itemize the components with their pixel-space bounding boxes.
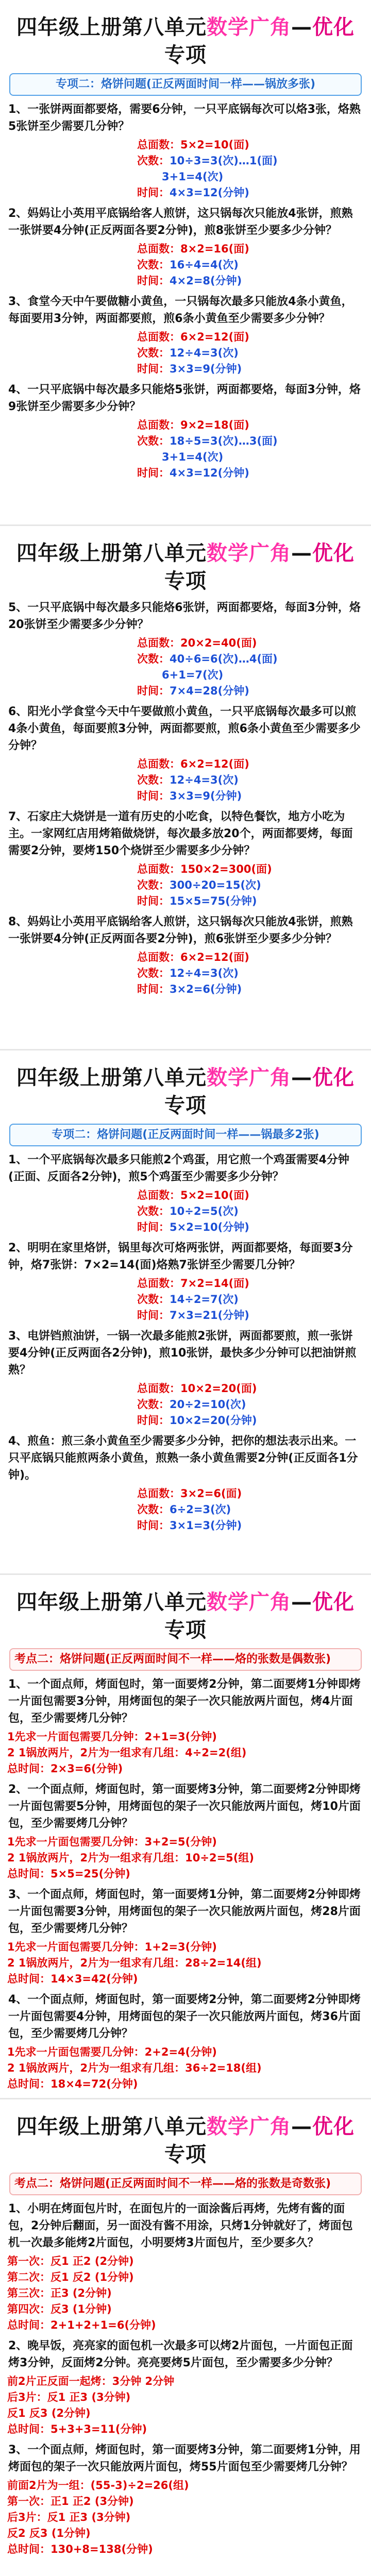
worksheet-page: [0, 2098, 371, 2576]
answer-label: 2 1锅放两片，2片为一组求有几组：: [7, 1852, 185, 1864]
title-highlight-2: 优化: [312, 1590, 355, 1614]
answer-label: 总时间：: [7, 2078, 50, 2090]
answer-label: 时间：: [137, 1414, 170, 1427]
answer-label: 总面数：: [137, 243, 180, 255]
title-suffix: 专项: [164, 1094, 207, 1117]
answer-label: 次数：: [137, 879, 170, 891]
answer-line: [7, 2405, 364, 2421]
answer-label: 次数：: [137, 1503, 170, 1516]
answer-line: [7, 2541, 364, 2557]
answer-value: 6×2=12(面): [180, 331, 249, 343]
answer-line: [7, 1219, 364, 1235]
section-subtitle: 专项二：烙饼问题(正反两面时间一样——锅放多张): [9, 73, 362, 96]
answer-line: [7, 2076, 364, 2092]
question-text: 1、一个面点师，烤面包时，第一面要烤2分钟，第二面要烤1分钟即烤一片面包需要3分钟，用烤面包的架子一次只能放两片面包，烤4片面包，至少需要烤几分钟？: [8, 1678, 361, 1725]
answer-label: 1先求一片面包需要几分钟：: [7, 2046, 145, 2058]
answer-label: 第四次：: [7, 2303, 50, 2315]
answer-line: [7, 153, 364, 169]
title-highlight-2: 优化: [312, 15, 355, 39]
answer-value: 3×3=9(分钟): [170, 363, 242, 375]
answer-value: 14×3=42(分钟): [50, 1973, 138, 1985]
answer-block: [7, 635, 364, 699]
answer-block: [7, 1939, 364, 1987]
question-text: 6、阳光小学食堂今天中午要做煎小黄鱼，一只平底锅每次最多可以煎4条小黄鱼，每面要煎3分钟，两面都要煎，煎6条小黄鱼至少需要多少分钟？: [8, 705, 361, 752]
answer-label: 总面数：: [137, 139, 180, 151]
answer-value: 20÷2=10(次): [170, 1398, 246, 1411]
answer-line: [7, 1308, 364, 1324]
answer-value: 3×3=9(分钟): [170, 790, 242, 802]
question-text: 7、石家庄大烧饼是一道有历史的小吃食，以特色餐饮，地方小吃为主。一家网红店用烤箱做烧饼，每次最多放20个，两面都要烤，每面需要2分钟，要烤150个烧饼至少需要多少分钟？: [8, 810, 353, 857]
answer-line: [7, 2421, 364, 2437]
answer-label: 时间：: [137, 895, 170, 907]
answer-label: 次数：: [137, 967, 170, 979]
title-suffix: 专项: [164, 2143, 207, 2166]
worksheet-page: [0, 1049, 371, 1573]
answer-line: [7, 965, 364, 981]
answer-value: 12÷4=3(次): [170, 774, 239, 786]
answer-block: [7, 1381, 364, 1429]
answer-line: [7, 169, 364, 185]
answer-line: [7, 1729, 364, 1745]
answer-label: 时间：: [137, 790, 170, 802]
title-dash: —: [291, 1590, 312, 1614]
answer-value: 7×3=21(分钟): [170, 1309, 249, 1321]
question-text: 4、煎鱼：煎三条小黄鱼至少需要多少分钟，把你的想法表示出来。一只平底锅只能煎两条小黄鱼，煎熟一条小黄鱼需要2分钟(正反面各1分钟)。: [8, 1435, 358, 1482]
answer-value: 反1 正2 (2分钟): [50, 2255, 134, 2267]
answer-line: [7, 1381, 364, 1397]
answer-label: 时间：: [137, 363, 170, 375]
answer-line: [7, 1866, 364, 1882]
answer-block: [7, 241, 364, 289]
answer-line: [7, 1276, 364, 1292]
answer-label: 第二次：: [7, 2271, 50, 2283]
answer-value: 正3 (2分钟): [50, 2287, 112, 2299]
answer-value: 2+1+2+1=6(分钟): [50, 2319, 156, 2331]
answer-label: 总面数：: [137, 1189, 180, 1201]
answer-line: [7, 1188, 364, 1204]
answer-label: 时间：: [137, 1221, 170, 1233]
question-text: 2、明明在家里烙饼，锅里每次可烙两张饼，两面都要烙，每面要3分钟，烙7张饼：7×2=14(面)烙熟7张饼至少需要几分钟？: [8, 1242, 353, 1272]
answer-line: [7, 683, 364, 699]
worksheet-page: [0, 1573, 371, 2098]
title-highlight-2: 优化: [312, 2115, 355, 2139]
page-title: [7, 13, 364, 69]
answer-label: 次数：: [137, 1398, 170, 1411]
page-title: [7, 1064, 364, 1120]
answer-line: [7, 2301, 364, 2317]
question-text: 4、一个面点师，烤面包时，第一面要烤2分钟，第二面要烤2分钟即烤一片面包需要4分钟，用烤面包的架子一次只能放两片面包，烤36片面包，至少需要烤几分钟？: [8, 1993, 361, 2040]
answer-value: 12÷4=3(次): [170, 967, 239, 979]
answer-line: [7, 756, 364, 772]
question-text: 1、小明在烤面包片时，在面包片的一面涂酱后再烤，先烤有酱的面包，2分钟后翻面，另一面没有酱不用涂，只烤1分钟就好了，烤面包机一次最多能烤2片面包，小明要烤3片面包片，至少要多久？: [8, 2202, 353, 2249]
answer-value: 16÷4=4(次): [170, 259, 239, 271]
answer-line: [7, 241, 364, 257]
answer-line: [7, 2317, 364, 2333]
answer-block: [7, 950, 364, 997]
answer-value: 300÷20=15(次): [170, 879, 261, 891]
section-subtitle: 专项二：烙饼问题(正反两面时间一样——锅最多2张): [9, 1124, 362, 1146]
answer-value: 10÷2=5(次): [170, 1205, 239, 1217]
answer-block: [7, 329, 364, 377]
answer-line: [7, 772, 364, 788]
question-text: 3、一个面点师，烤面包时，第一面要烤3分钟，第二面要烤1分钟，用烤面包的架子一次只能放两片面包，烤55片面包至少需要烤几分钟？: [8, 2444, 361, 2473]
answer-line: [7, 1292, 364, 1308]
answer-line: [7, 1204, 364, 1219]
title-dash: —: [291, 15, 312, 39]
answer-value: 5×2=10(面): [180, 1189, 249, 1201]
answer-line: [7, 950, 364, 965]
answer-value: 3×1=3(分钟): [170, 1519, 242, 1532]
answer-line: [7, 2510, 364, 2526]
title-suffix: 专项: [164, 569, 207, 593]
title-text: 四年级上册第八单元: [16, 1590, 207, 1614]
answer-line: [7, 1486, 364, 1502]
answer-block: [7, 2253, 364, 2333]
answer-line: [7, 2374, 364, 2389]
answer-label: 时间：: [137, 275, 170, 287]
answer-label: 前面2片为一组：: [7, 2479, 91, 2492]
answer-label: 总面数：: [137, 1382, 180, 1395]
answer-value: 130+8=138(分钟): [50, 2543, 153, 2555]
answer-label: 次数：: [137, 653, 170, 665]
answer-label: 时间：: [137, 187, 170, 199]
title-dash: —: [291, 1066, 312, 1090]
answer-label: 次数：: [137, 1293, 170, 1306]
answer-label: 1先求一片面包需要几分钟：: [7, 1731, 145, 1743]
answer-label: 时间：: [137, 685, 170, 697]
answer-label: 总时间：: [7, 2319, 50, 2331]
answer-value: 5×2=10(面): [180, 139, 249, 151]
question-text: 5、一只平底锅中每次最多只能烙6张饼，两面都要烙，每面3分钟，烙20张饼至少需要多少分钟？: [8, 601, 361, 631]
answer-value: 4×2=8(分钟): [170, 275, 242, 287]
answer-line: [7, 329, 364, 345]
answer-block: [7, 1486, 364, 1534]
answer-line: [7, 651, 364, 667]
answer-label: 第三次：: [7, 2287, 50, 2299]
answer-label: 第一次：: [7, 2495, 50, 2507]
answer-value: 5×5=25(分钟): [50, 1868, 130, 1880]
answer-value: 1+2=3(分钟): [144, 1941, 217, 1953]
answer-value: 8×2=16(面): [180, 243, 249, 255]
answer-line: [7, 1939, 364, 1955]
answer-label: 时间：: [137, 983, 170, 995]
answer-line: [7, 2285, 364, 2301]
answer-value: 6×2=12(面): [180, 758, 249, 770]
answer-label: 次数：: [137, 347, 170, 359]
answer-value: 28÷2=14(组): [185, 1957, 262, 1969]
title-highlight: 数学广角: [207, 15, 291, 39]
answer-label: 次数：: [137, 1205, 170, 1217]
answer-line: [7, 1518, 364, 1534]
answer-label: 总面数：: [137, 863, 180, 875]
title-highlight: 数学广角: [207, 1590, 291, 1614]
answer-value: 反1 反2 (1分钟): [50, 2271, 134, 2283]
answer-line: [7, 361, 364, 377]
answer-label: 2 1锅放两片，2片为一组求有几组：: [7, 1747, 185, 1759]
answer-value: 10×2=20(分钟): [170, 1414, 257, 1427]
answer-line: [7, 861, 364, 877]
answer-line: [7, 2269, 364, 2285]
answer-block: [7, 1188, 364, 1235]
answer-line: [7, 1745, 364, 1761]
answer-value: 10×2=20(面): [180, 1382, 257, 1395]
answer-line: [7, 2253, 364, 2269]
answer-label: 总时间：: [7, 1762, 50, 1775]
answer-line: [7, 1502, 364, 1518]
answer-block: [7, 756, 364, 804]
answer-label: 次数：: [137, 435, 170, 447]
answer-block: [7, 417, 364, 481]
answer-label: 时间：: [137, 467, 170, 479]
answer-line: [7, 1413, 364, 1429]
answer-line: [7, 667, 364, 683]
answer-block: [7, 861, 364, 909]
answer-value: 3×2=6(分钟): [170, 983, 242, 995]
answer-line: [7, 1971, 364, 1987]
answer-value: 6+1=7(次): [162, 669, 224, 681]
answer-label: 时间：: [137, 1309, 170, 1321]
answer-label: 次数：: [137, 155, 170, 167]
answer-line: [7, 2044, 364, 2060]
answer-value: 3+1=4(次): [162, 451, 224, 463]
answer-value: 9×2=18(面): [180, 419, 249, 431]
answer-label: 次数：: [137, 259, 170, 271]
answer-value: 2+2=4(分钟): [144, 2046, 217, 2058]
answer-value: 3+1=4(次): [162, 171, 224, 183]
answer-line: [7, 893, 364, 909]
answer-value: 正1 正2 (3分钟): [50, 2495, 134, 2507]
answer-value: 7×2=14(面): [180, 1277, 249, 1290]
title-highlight: 数学广角: [207, 2115, 291, 2139]
answer-value: 3×2=6(面): [180, 1487, 242, 1500]
answer-label: 总时间：: [7, 1868, 50, 1880]
section-subtitle: 考点二：烙饼问题(正反两面时间不一样——烙的张数是奇数张): [9, 2173, 362, 2195]
answer-value: 7×4=28(分钟): [170, 685, 249, 697]
answer-value: 18×4=72(分钟): [50, 2078, 138, 2090]
answer-label: 总面数：: [137, 331, 180, 343]
answer-label: 后3片：: [7, 2511, 47, 2523]
answer-line: [7, 433, 364, 449]
answer-value: 6÷2=3(次): [170, 1503, 231, 1516]
answer-label: 1先求一片面包需要几分钟：: [7, 1941, 145, 1953]
question-text: 4、一只平底锅中每次最多只能烙5张饼，两面都要烙，每面3分钟，烙9张饼至少需要多少分钟？: [8, 383, 361, 413]
answer-value: 反1 正3 (3分钟): [47, 2391, 131, 2403]
answer-label: 总时间：: [7, 2423, 50, 2435]
title-suffix: 专项: [164, 1618, 207, 1642]
answer-line: [7, 981, 364, 997]
page-title: [7, 1588, 364, 1644]
title-text: 四年级上册第八单元: [16, 1066, 207, 1090]
answer-label: 总时间：: [7, 2543, 50, 2555]
question-text: 2、妈妈让小英用平底锅给客人煎饼，这只锅每次只能放4张饼，煎熟一张饼要4分钟(正反两面各要2分钟)，煎8张饼至少要多少分钟？: [8, 207, 353, 237]
answer-label: 总面数：: [137, 758, 180, 770]
answer-line: [7, 788, 364, 804]
question-text: 1、一个平底锅每次最多只能煎2个鸡蛋，用它煎一个鸡蛋需要4分钟(正面、反面各2分钟)，煎5个鸡蛋至少需要多少分钟？: [8, 1154, 349, 1183]
answer-line: [7, 465, 364, 481]
answer-label: 总面数：: [137, 1277, 180, 1290]
answer-value: 4×3=12(分钟): [170, 467, 249, 479]
title-text: 四年级上册第八单元: [16, 541, 207, 565]
answer-value: 2×3=6(分钟): [50, 1762, 123, 1775]
answer-line: [7, 2060, 364, 2076]
page-title: [7, 2113, 364, 2168]
page-title: [7, 539, 364, 595]
answer-value: 40÷6=6(次)…4(面): [170, 653, 278, 665]
answer-value: 10÷3=3(次)…1(面): [170, 155, 278, 167]
answer-line: [7, 257, 364, 273]
answer-line: [7, 137, 364, 153]
answer-line: [7, 185, 364, 201]
answer-line: [7, 877, 364, 893]
answer-line: [7, 2526, 364, 2541]
answer-block: [7, 2374, 364, 2437]
question-text: 2、晚早饭，亮亮家的面包机一次最多可以烤2片面包，一片面包正面烤3分钟，反面烤2分钟。亮亮要烤5片面包，至少需要多少分钟？: [8, 2340, 353, 2369]
answer-label: 时间：: [137, 1519, 170, 1532]
title-dash: —: [291, 541, 312, 565]
answer-block: [7, 2044, 364, 2092]
answer-block: [7, 1729, 364, 1777]
answer-value: 反3 (1分钟): [50, 2303, 112, 2315]
answer-value: 2+1=3(分钟): [144, 1731, 217, 1743]
answer-value: 15×5=75(分钟): [170, 895, 257, 907]
question-text: 2、一个面点师，烤面包时，第一面要烤3分钟，第二面要烤2分钟即烤一片面包需要5分钟，用烤面包的架子一次只能放两片面包，烤10片面包，至少需要烤几分钟？: [8, 1783, 361, 1830]
answer-block: [7, 2478, 364, 2557]
answer-value: 18÷5=3(次)…3(面): [170, 435, 278, 447]
answer-value: 12÷4=3(次): [170, 347, 239, 359]
answer-label: 前2片正反面一起烤：: [7, 2375, 112, 2387]
question-text: 8、妈妈让小英用平底锅给客人煎饼，这只锅每次只能放4张饼，煎熟一张饼要4分钟(正反两面各要2分钟)，煎6张饼至少要多少分钟？: [8, 916, 353, 945]
answer-line: [7, 417, 364, 433]
title-dash: —: [291, 2115, 312, 2139]
answer-line: [7, 449, 364, 465]
answer-label: 1先求一片面包需要几分钟：: [7, 1836, 145, 1848]
answer-value: 反2 反3 (1分钟): [7, 2527, 91, 2539]
answer-label: 2 1锅放两片，2片为一组求有几组：: [7, 2062, 185, 2074]
answer-value: 150×2=300(面): [180, 863, 272, 875]
answer-value: 14÷2=7(次): [170, 1293, 239, 1306]
answer-label: 总面数：: [137, 637, 180, 649]
answer-value: 反1 反3 (2分钟): [7, 2407, 91, 2419]
title-suffix: 专项: [164, 43, 207, 67]
answer-line: [7, 1955, 364, 1971]
answer-label: 总面数：: [137, 951, 180, 963]
answer-value: 6×2=12(面): [180, 951, 249, 963]
title-highlight-2: 优化: [312, 541, 355, 565]
answer-line: [7, 2494, 364, 2510]
answer-value: 36÷2=18(组): [185, 2062, 262, 2074]
answer-value: 5×2=10(分钟): [170, 1221, 249, 1233]
answer-line: [7, 273, 364, 289]
title-highlight: 数学广角: [207, 541, 291, 565]
answer-value: 5+3+3=11(分钟): [50, 2423, 147, 2435]
worksheet-page: [0, 0, 371, 524]
section-subtitle: 考点二：烙饼问题(正反两面时间不一样——烙的张数是偶数张): [9, 1648, 362, 1671]
question-text: 3、电饼铛煎油饼，一锅一次最多能煎2张饼，两面都要煎，煎一张饼要4分钟(正反两面各2分钟)，煎10张饼，最快多少分钟可以把油饼煎熟？: [8, 1330, 357, 1377]
answer-line: [7, 1761, 364, 1777]
answer-line: [7, 635, 364, 651]
worksheet-page: [0, 524, 371, 1049]
title-text: 四年级上册第八单元: [16, 2115, 207, 2139]
answer-block: [7, 1834, 364, 1882]
answer-label: 总面数：: [137, 1487, 180, 1500]
answer-line: [7, 2478, 364, 2494]
answer-value: 20×2=40(面): [180, 637, 257, 649]
question-text: 1、一张饼两面都要烙，需要6分钟，一只平底锅每次可以烙3张，烙熟5张饼至少需要几分钟？: [8, 103, 361, 133]
answer-value: 4×3=12(分钟): [170, 187, 249, 199]
answer-value: 3+2=5(分钟): [144, 1836, 217, 1848]
answer-label: 第一次：: [7, 2255, 50, 2267]
question-text: 3、食堂今天中午要做糖小黄鱼，一只锅每次最多只能放4条小黄鱼，每面要用3分钟，两面都要煎，煎6条小黄鱼至少需要多少分钟？: [8, 295, 353, 325]
answer-label: 总时间：: [7, 1973, 50, 1985]
answer-line: [7, 1850, 364, 1866]
answer-value: 3分钟 2分钟: [112, 2375, 175, 2387]
answer-block: [7, 1276, 364, 1324]
answer-line: [7, 2389, 364, 2405]
answer-value: (55-3)÷2=26(组): [90, 2479, 189, 2492]
title-highlight-2: 优化: [312, 1066, 355, 1090]
answer-block: [7, 137, 364, 201]
answer-value: 10÷2=5(组): [185, 1852, 254, 1864]
answer-label: 2 1锅放两片，2片为一组求有几组：: [7, 1957, 185, 1969]
answer-value: 4÷2=2(组): [185, 1747, 247, 1759]
answer-line: [7, 345, 364, 361]
title-text: 四年级上册第八单元: [16, 15, 207, 39]
answer-line: [7, 1834, 364, 1850]
answer-label: 次数：: [137, 774, 170, 786]
title-highlight: 数学广角: [207, 1066, 291, 1090]
answer-line: [7, 1397, 364, 1413]
answer-label: 后3片：: [7, 2391, 47, 2403]
answer-label: 总面数：: [137, 419, 180, 431]
question-text: 3、一个面点师，烤面包时，第一面要烤1分钟，第二面要烤2分钟即烤一片面包需要3分钟，用烤面包的架子一次只能放两片面包，烤28片面包，至少需要烤几分钟？: [8, 1888, 361, 1935]
answer-value: 反1 正3 (3分钟): [47, 2511, 131, 2523]
